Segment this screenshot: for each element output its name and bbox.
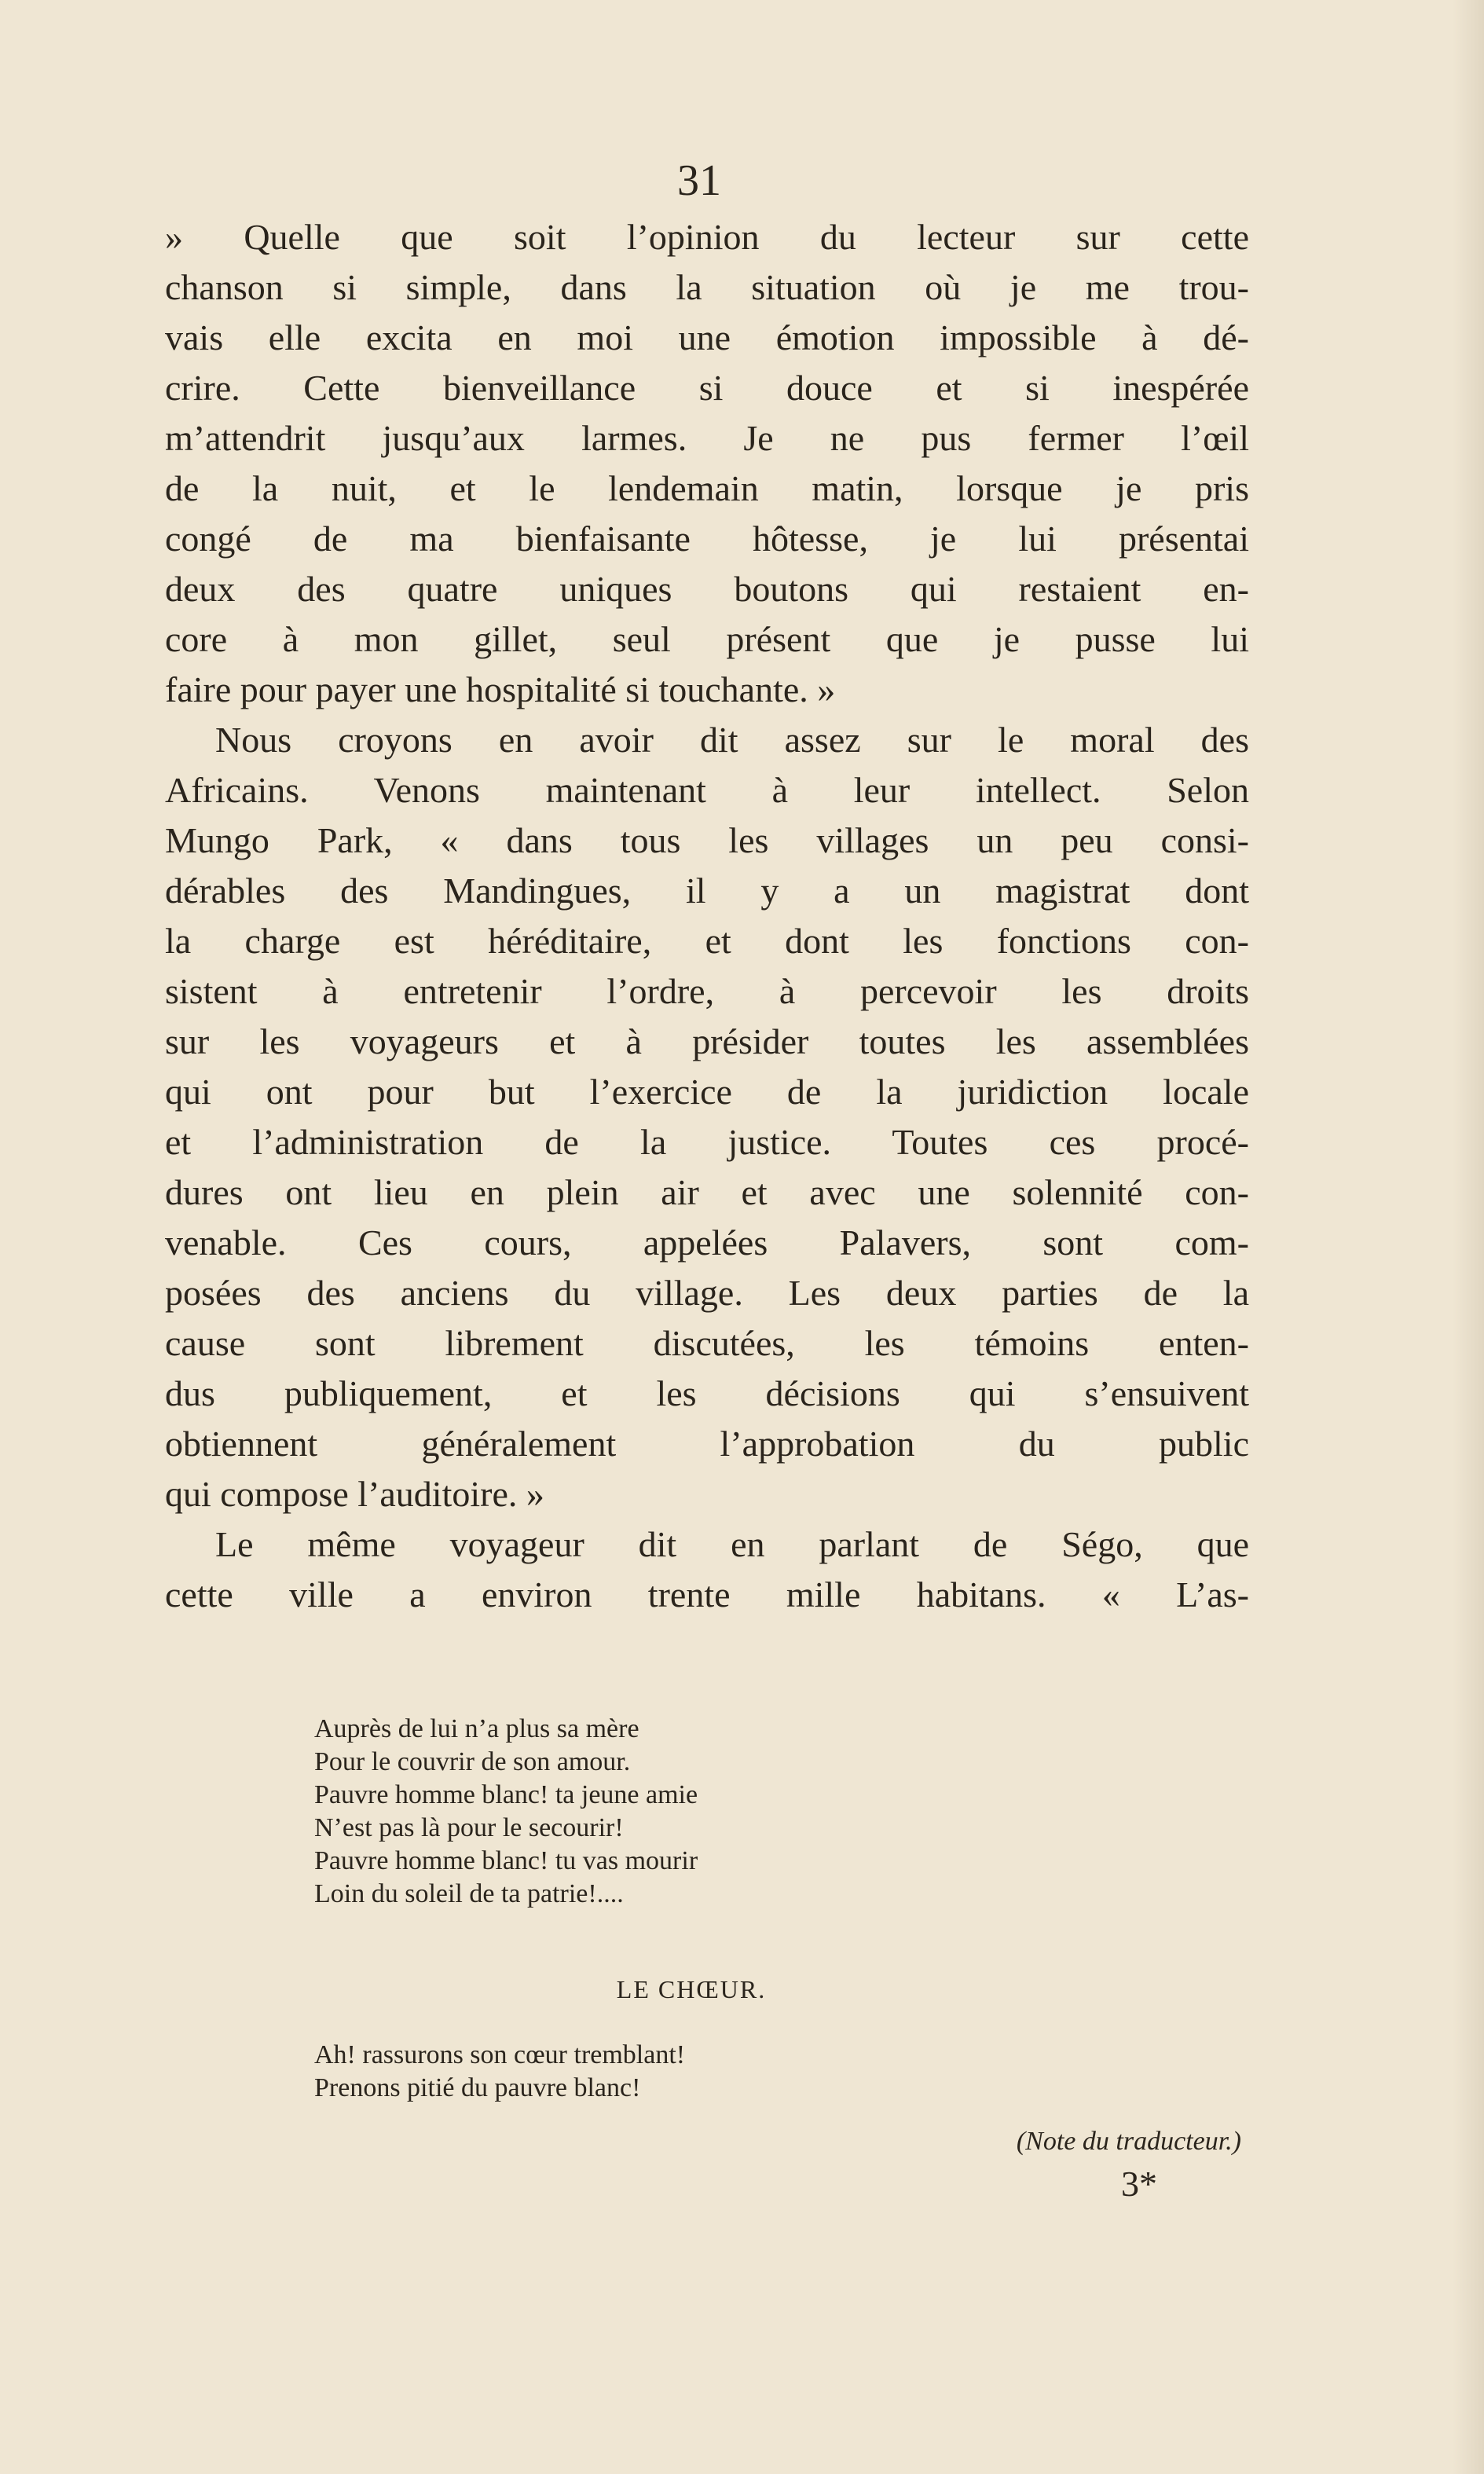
- footnote-verse: [314, 1713, 1163, 1911]
- chorus-line: Ah! rassurons son cœur tremblant!: [314, 2040, 686, 2069]
- text-line: qui compose l’auditoire. »: [165, 1474, 544, 1514]
- text-line: deux des quatre uniques boutons qui restaient en-: [165, 569, 1249, 609]
- text-line: qui ont pour but l’exercice de la juridiction locale: [165, 1072, 1249, 1112]
- text-line: faire pour payer une hospitalité si touchante. »: [165, 669, 836, 709]
- text-line: Africains. Venons maintenant à leur intellect. Selon: [165, 770, 1249, 810]
- text-line: cette ville a environ trente mille habitans. « L’as-: [165, 1574, 1249, 1615]
- translator-note: (Note du traducteur.): [1016, 2127, 1241, 2156]
- body-text: [165, 212, 1249, 1620]
- text-line: Mungo Park, « dans tous les villages un peu consi-: [165, 820, 1249, 860]
- text-line: congé de ma bienfaisante hôtesse, je lui présentai: [165, 519, 1249, 559]
- chorus-verse: [314, 2039, 1163, 2105]
- signature-mark: 3*: [1121, 2164, 1157, 2204]
- text-line: sistent à entretenir l’ordre, à percevoir les droits: [165, 971, 1249, 1011]
- text-line: posées des anciens du village. Les deux parties de la: [165, 1273, 1249, 1313]
- text-line: et l’administration de la justice. Toutes ces procé-: [165, 1122, 1249, 1162]
- chorus-heading: LE CHŒUR.: [616, 1975, 767, 2003]
- text-line: vais elle excita en moi une émotion impossible à dé-: [165, 317, 1249, 357]
- verse-line: Pauvre homme blanc! ta jeune amie: [314, 1780, 698, 1809]
- chorus-line: Prenons pitié du pauvre blanc!: [314, 2073, 641, 2102]
- text-line: cause sont librement discutées, les témoins enten-: [165, 1323, 1249, 1363]
- text-line: » Quelle que soit l’opinion du lecteur sur cette: [165, 217, 1249, 257]
- page-number: 31: [677, 156, 721, 205]
- verse-line: Loin du soleil de ta patrie!....: [314, 1879, 624, 1908]
- text-line: m’attendrit jusqu’aux larmes. Je ne pus fermer l’œil: [165, 418, 1249, 458]
- text-line: crire. Cette bienveillance si douce et si inespérée: [165, 368, 1249, 408]
- text-line: chanson si simple, dans la situation où je me trou-: [165, 267, 1249, 307]
- text-line: dérables des Mandingues, il y a un magistrat dont: [165, 870, 1249, 911]
- text-line: Nous croyons en avoir dit assez sur le moral des: [215, 720, 1249, 760]
- text-line: venable. Ces cours, appelées Palavers, sont com-: [165, 1222, 1249, 1263]
- verse-line: N’est pas là pour le secourir!: [314, 1813, 624, 1842]
- text-line: obtiennent généralement l’approbation du public: [165, 1424, 1249, 1464]
- text-line: core à mon gillet, seul présent que je pusse lui: [165, 619, 1249, 659]
- text-line: dus publiquement, et les décisions qui s’ensuivent: [165, 1373, 1249, 1413]
- verse-line: Pour le couvrir de son amour.: [314, 1747, 631, 1776]
- text-line: sur les voyageurs et à présider toutes les assemblées: [165, 1021, 1249, 1061]
- text-line: Le même voyageur dit en parlant de Ségo, que: [215, 1524, 1249, 1564]
- text-line: de la nuit, et le lendemain matin, lorsque je pris: [165, 468, 1249, 508]
- verse-line: Pauvre homme blanc! tu vas mourir: [314, 1846, 698, 1875]
- verse-line: Auprès de lui n’a plus sa mère: [314, 1714, 639, 1743]
- text-line: la charge est héréditaire, et dont les fonctions con-: [165, 921, 1249, 961]
- text-line: dures ont lieu en plein air et avec une solennité con-: [165, 1172, 1249, 1212]
- page-edge-shadow: [1453, 0, 1484, 2474]
